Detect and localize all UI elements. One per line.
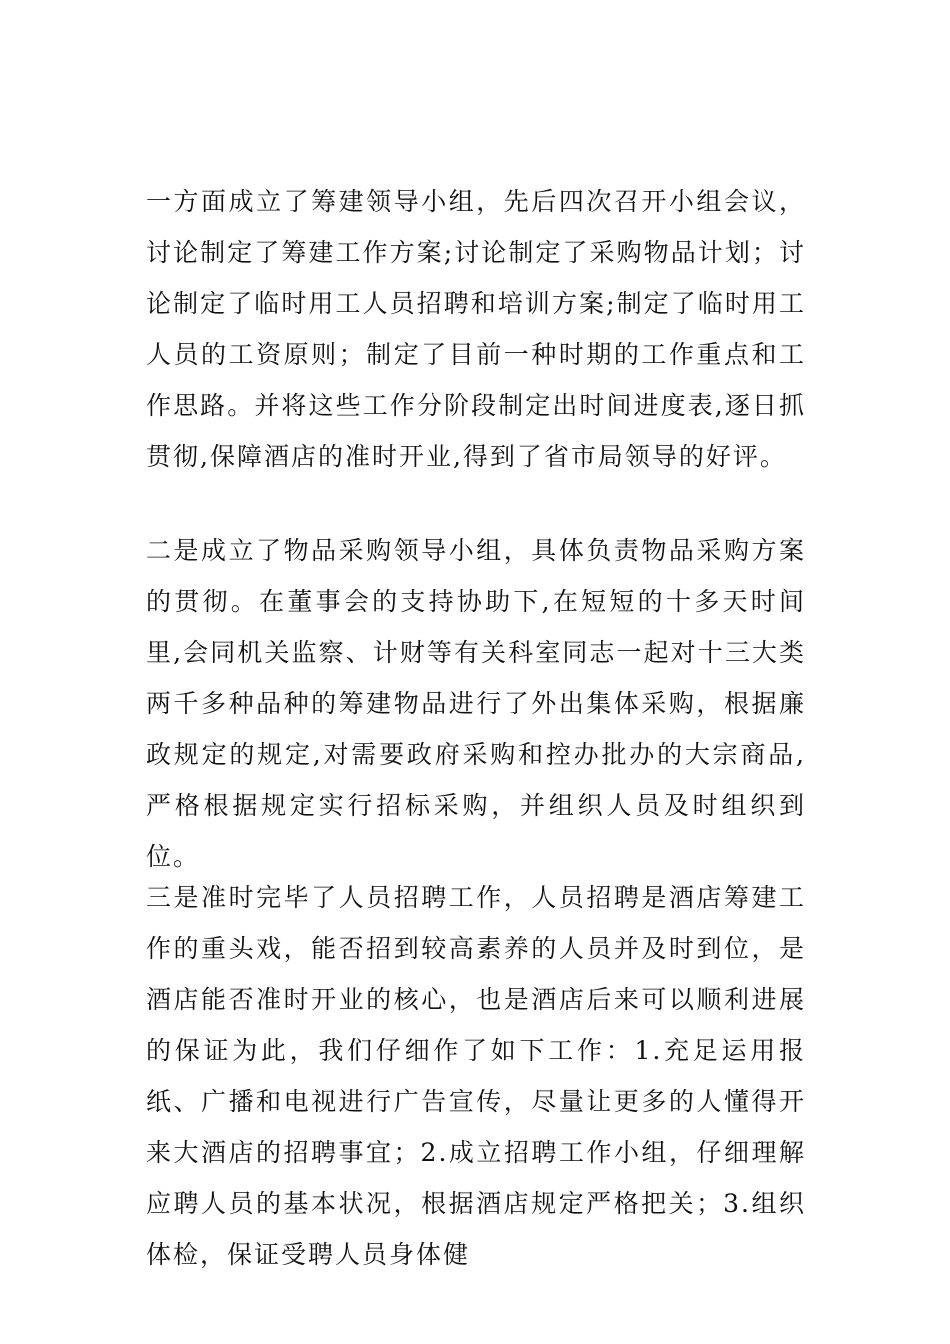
paragraph-planning: 一方面成立了筹建领导小组，先后四次召开小组会议，讨论制定了筹建工作方案;讨论制定了采购物品计划；讨论制定了临时用工人员招聘和培训方案;制定了临时用工人员的工资原则；制定了目前一种时期的工作重点和工作思路。并将这些工作分阶段制定出时间进度表,逐日抓贯彻,保障酒店的准时开业,得到了省市局领导的好评。 [146, 187, 806, 471]
paragraph-recruitment: 三是准时完毕了人员招聘工作，人员招聘是酒店筹建工作的重头戏，能否招到较高素养的人员并及时到位，是酒店能否准时开业的核心，也是酒店后来可以顺利进展的保证为此，我们仔细作了如下工作：1.充足运用报纸、广播和电视进行广告宣传，尽量让更多的人懂得开来大酒店的招聘事宜；2.成立招聘工作小组，仔细理解应聘人员的基本状况，根据酒店规定严格把关；3.组织体检，保证受聘人员身体健 [146, 883, 806, 1269]
paragraph-procurement: 二是成立了物品采购领导小组，具体负责物品采购方案的贯彻。在董事会的支持协助下,在短短的十多天时间里,会同机关监察、计财等有关科室同志一起对十三大类两千多种品种的筹建物品进行了外出集体采购，根据廉政规定的规定,对需要政府采购和控办批办的大宗商品,严格根据规定实行招标采购，并组织人员及时组织到位。 [146, 536, 806, 871]
